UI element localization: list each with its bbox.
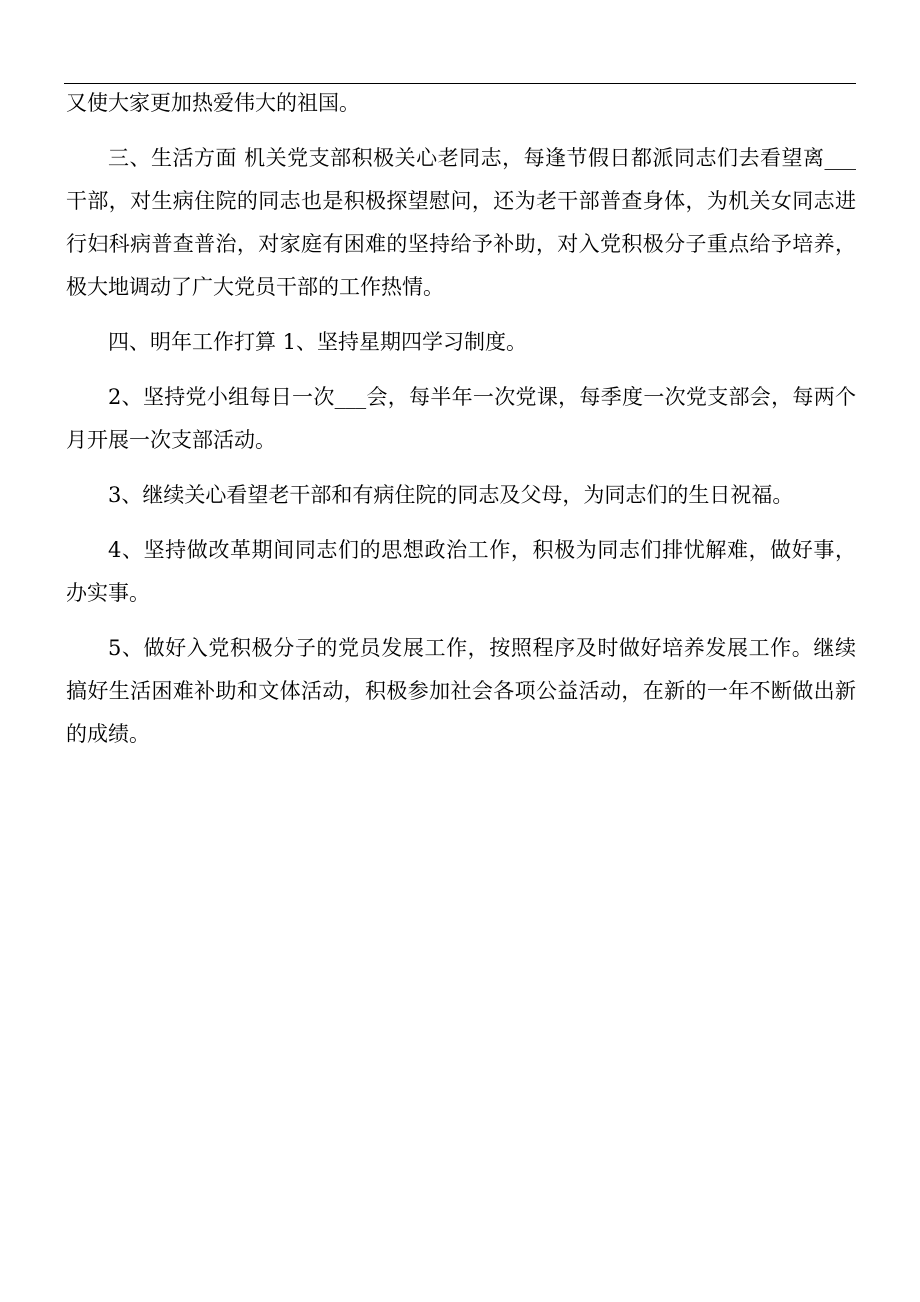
paragraph-plan-item-5: 5、做好入党积极分子的党员发展工作，按照程序及时做好培养发展工作。继续搞好生活困难补助和文体活动，积极参加社会各项公益活动，在新的一年不断做出新的成绩。: [66, 636, 856, 746]
paragraph-plan-item-3: 3、继续关心看望老干部和有病住院的同志及父母，为同志们的生日祝福。: [108, 483, 794, 507]
paragraph-plan-item-4: 4、坚持做改革期间同志们的思想政治工作，积极为同志们排忧解难，做好事，办实事。: [66, 538, 856, 605]
paragraph-next-year-plan: 四、明年工作打算 1、坚持星期四学习制度。: [108, 330, 528, 354]
document-body: [66, 82, 856, 768]
paragraph-continuation: 又使大家更加热爱伟大的祖国。: [66, 91, 360, 115]
paragraph-plan-item-2: 2、坚持党小组每日一次___会，每半年一次党课，每季度一次党支部会，每两个月开展一次支部活动。: [66, 385, 856, 452]
paragraph-life-aspect: 三、生活方面 机关党支部积极关心老同志，每逢节假日都派同志们去看望离___干部，对生病住院的同志也是积极探望慰问，还为老干部普查身体，为机关女同志进行妇科病普查普治，对家庭有困难的坚持给予补助，对入党积极分子重点给予培养，极大地调动了广大党员干部的工作热情。: [66, 146, 856, 299]
